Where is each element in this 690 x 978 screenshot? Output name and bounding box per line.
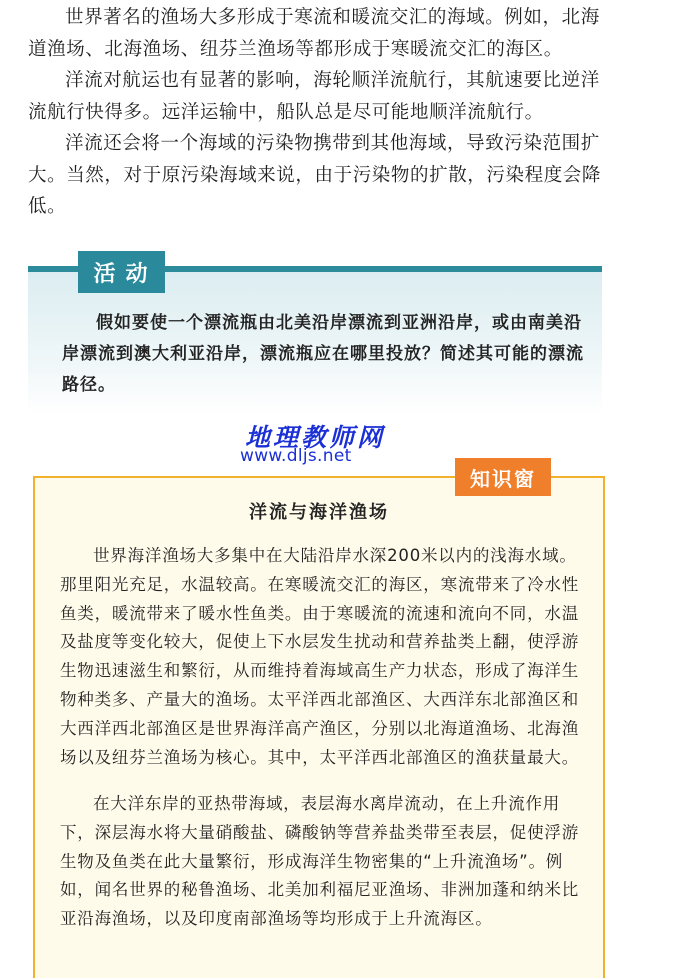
body-paragraph-fishing-grounds: 世界著名的渔场大多形成于寒流和暖流交汇的海域。例如，北海道渔场、北海渔场、纽芬兰渔场等都形成于寒暖流交汇的海区。 bbox=[28, 7, 600, 60]
activity-question: 假如要使一个漂流瓶由北美沿岸漂流到亚洲沿岸，或由南美沿岸漂流到澳大利亚沿岸，漂流瓶应在哪里投放？简述其可能的漂流路径。 bbox=[62, 313, 584, 395]
body-paragraph-pollution: 洋流还会将一个海域的污染物携带到其他海域，导致污染范围扩大。当然，对于原污染海域来说，由于污染物的扩散，污染程度会降低。 bbox=[28, 133, 602, 217]
body-paragraph-shipping: 洋流对航运也有显著的影响，海轮顺洋流航行，其航速要比逆洋流航行快得多。远洋运输中，船队总是尽可能地顺洋流航行。 bbox=[28, 70, 600, 123]
knowledge-paragraph-fishing-zones: 世界海洋渔场大多集中在大陆沿岸水深200米以内的浅海水域。那里阳光充足，水温较高。在寒暖流交汇的海区，寒流带来了冷水性鱼类，暖流带来了暖水性鱼类。由于寒暖流的流速和流向不同，水温及盐度等变化较大，促使上下水层发生扰动和营养盐类上翻，使浮游生物迅速滋生和繁衍，从而维持着海域高生产力状态，形成了海洋生物种类多、产量大的渔场。太平洋西北部渔区、大西洋东北部渔区和大西洋西北部渔区是世界海洋高产渔区，分别以北海道渔场、北海渔场以及纽芬兰渔场为核心。其中，太平洋西北部渔区的渔获量最大。 bbox=[60, 546, 579, 767]
watermark-site-name: 地理教师网 bbox=[245, 423, 386, 452]
knowledge-window-title: 洋流与海洋渔场 bbox=[249, 502, 389, 523]
knowledge-window-tag: 知识窗 bbox=[455, 458, 551, 496]
knowledge-paragraph-upwelling: 在大洋东岸的亚热带海域，表层海水离岸流动，在上升流作用下，深层海水将大量硝酸盐、磷酸钠等营养盐类带至表层，促使浮游生物及鱼类在此大量繁衍，形成海洋生物密集的“上升流渔场”。例如，闻名世界的秘鲁渔场、北美加利福尼亚渔场、非洲加蓬和纳米比亚沿海渔场，以及印度南部渔场等均形成于上升流海区。 bbox=[60, 794, 579, 929]
watermark-url: www.dljs.net bbox=[240, 446, 352, 466]
activity-label: 活动 bbox=[78, 251, 165, 293]
